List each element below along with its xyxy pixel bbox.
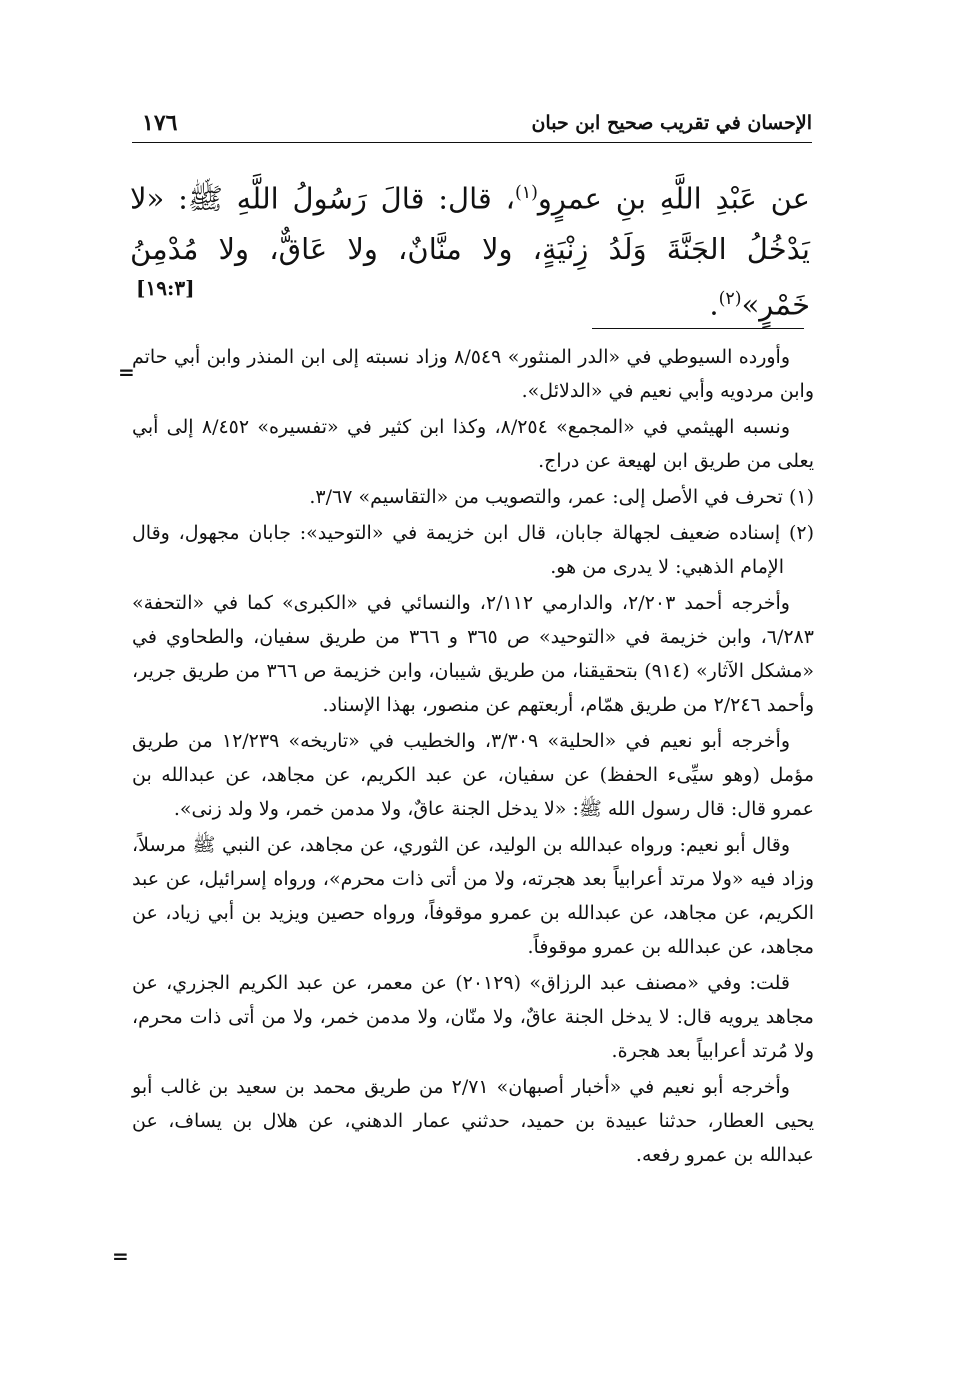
- footnote-divider: [592, 328, 804, 329]
- footnote-paragraph: وأخرجه أحمد ٢/٢٠٣، والدارمي ٢/١١٢، والنسائي في «الكبرى» كما في «التحفة» ٦/٢٨٣، وابن خزيمة في «التوحيد» ص ٣٦٥ و ٣٦٦ من طريق سفيان، والطحاوي في «مشكل الآثار» (٩١٤) بتحقيقنا، من طريق شيبان، وابن خزيمة ص ٣٦٦ من طريق جرير، وأحمد ٢/٢٤٦ من طريق همّام، أربعتهم عن منصور، بهذا الإسناد.: [132, 592, 814, 716]
- footnote-paragraph: وأخرجه أبو نعيم في «الحلية» ٣/٣٠٩، والخطيب في «تاريخه» ١٢/٢٣٩ من طريق مؤمل (وهو سيِّىء الحفظ) عن سفيان، عن عبد الكريم، عن مجاهد، عن عبدالله بن عمرو قال: قال رسول الله ﷺ: «لا يدخل الجنة عاقٌ، ولا مدمن خمر، ولا ولد زنى».: [132, 730, 814, 820]
- footnote-paragraph: وأخرجه أبو نعيم في «أخبار أصبهان» ٢/٧١ من طريق محمد بن سعيد بن غالب أبو يحيى العطار، حدثنا عبيدة بن حميد، حدثني عمار الدهني، عن هلال بن يساف، عن عبدالله بن عمرو رفعه.: [132, 1076, 814, 1166]
- footnote-1: (١) تحرف في الأصل إلى: عمر، والتصويب من «التقاسيم» ٣/٦٧.: [309, 486, 814, 508]
- running-title: الإحسان في تقريب صحيح ابن حبان: [531, 112, 812, 134]
- footnote-2: (٢) إسناده ضعيف لجهالة جابان، قال ابن خزيمة في «التوحيد»: جابان مجهول، وقال الإمام الذهبي: لا يدرى من هو.: [132, 522, 814, 578]
- footnote-paragraph: قلت: وفي «مصنف عبد الرزاق» (٢٠١٢٩) عن معمر، عن عبد الكريم الجزري، عن مجاهد يرويه قال: لا يدخل الجنة عاقٌ، ولا منّان، ولا مدمن خمر، ولا من أتى ذات محرم، ولا مُرتد أعرابياً بعد هجرة.: [132, 972, 814, 1062]
- hadith-reference: [١٩:٣]: [136, 276, 195, 300]
- page-number: ١٧٦: [142, 110, 178, 136]
- hadith-text-end: .: [709, 287, 719, 322]
- footnote-marker-1: (١): [514, 183, 538, 203]
- footnotes: [132, 340, 814, 1174]
- continuation-mark-bottom: =: [112, 1244, 129, 1268]
- footnote-paragraph: وقال أبو نعيم: ورواه عبدالله بن الوليد، عن الثوري، عن مجاهد، عن النبي ﷺ مرسلاً، وزاد فيه «ولا مرتد أعرابياً بعد هجرته، ولا من أتى ذات محرم»، ورواه إسرائيل، عن عبد الكريم، عن مجاهد، عن عبدالله بن عمرو موقوفاً، ورواه حصين ويزيد بن أبي زياد، عن مجاهد، عن عبدالله بن عمرو موقوفاً.: [132, 834, 814, 958]
- hadith-text-part-1: عن عَبْدِ اللَّهِ بنِ عمرٍو: [537, 181, 810, 216]
- hadith-text-part-2: ، قال: قالَ رَسُولُ اللَّهِ ﷺ: «لا يَدْخُلُ الجَنَّةَ وَلَدُ زِنْيَةٍ، ولا منَّانٌ، ولا عَاقٌّ، ولا مُدْمِنُ خَمْرٍ»: [130, 181, 810, 322]
- continuation-mark-top: =: [118, 360, 135, 384]
- page-header: [132, 108, 812, 142]
- header-divider: [132, 142, 812, 143]
- footnote-marker-2: (٢): [718, 288, 742, 309]
- footnote-paragraph: ونسبه الهيثمي في «المجمع» ٨/٢٥٤، وكذا ابن كثير في «تفسيره» ٨/٤٥٢ إلى أبي يعلى من طريق ابن لهيعة عن دراج.: [132, 416, 814, 472]
- hadith-text: [130, 168, 810, 329]
- footnote-paragraph: وأورده السيوطي في «الدر المنثور» ٨/٥٤٩ وزاد نسبته إلى ابن المنذر وابن أبي حاتم وابن مردويه وأبي نعيم في «الدلائل».: [132, 346, 814, 402]
